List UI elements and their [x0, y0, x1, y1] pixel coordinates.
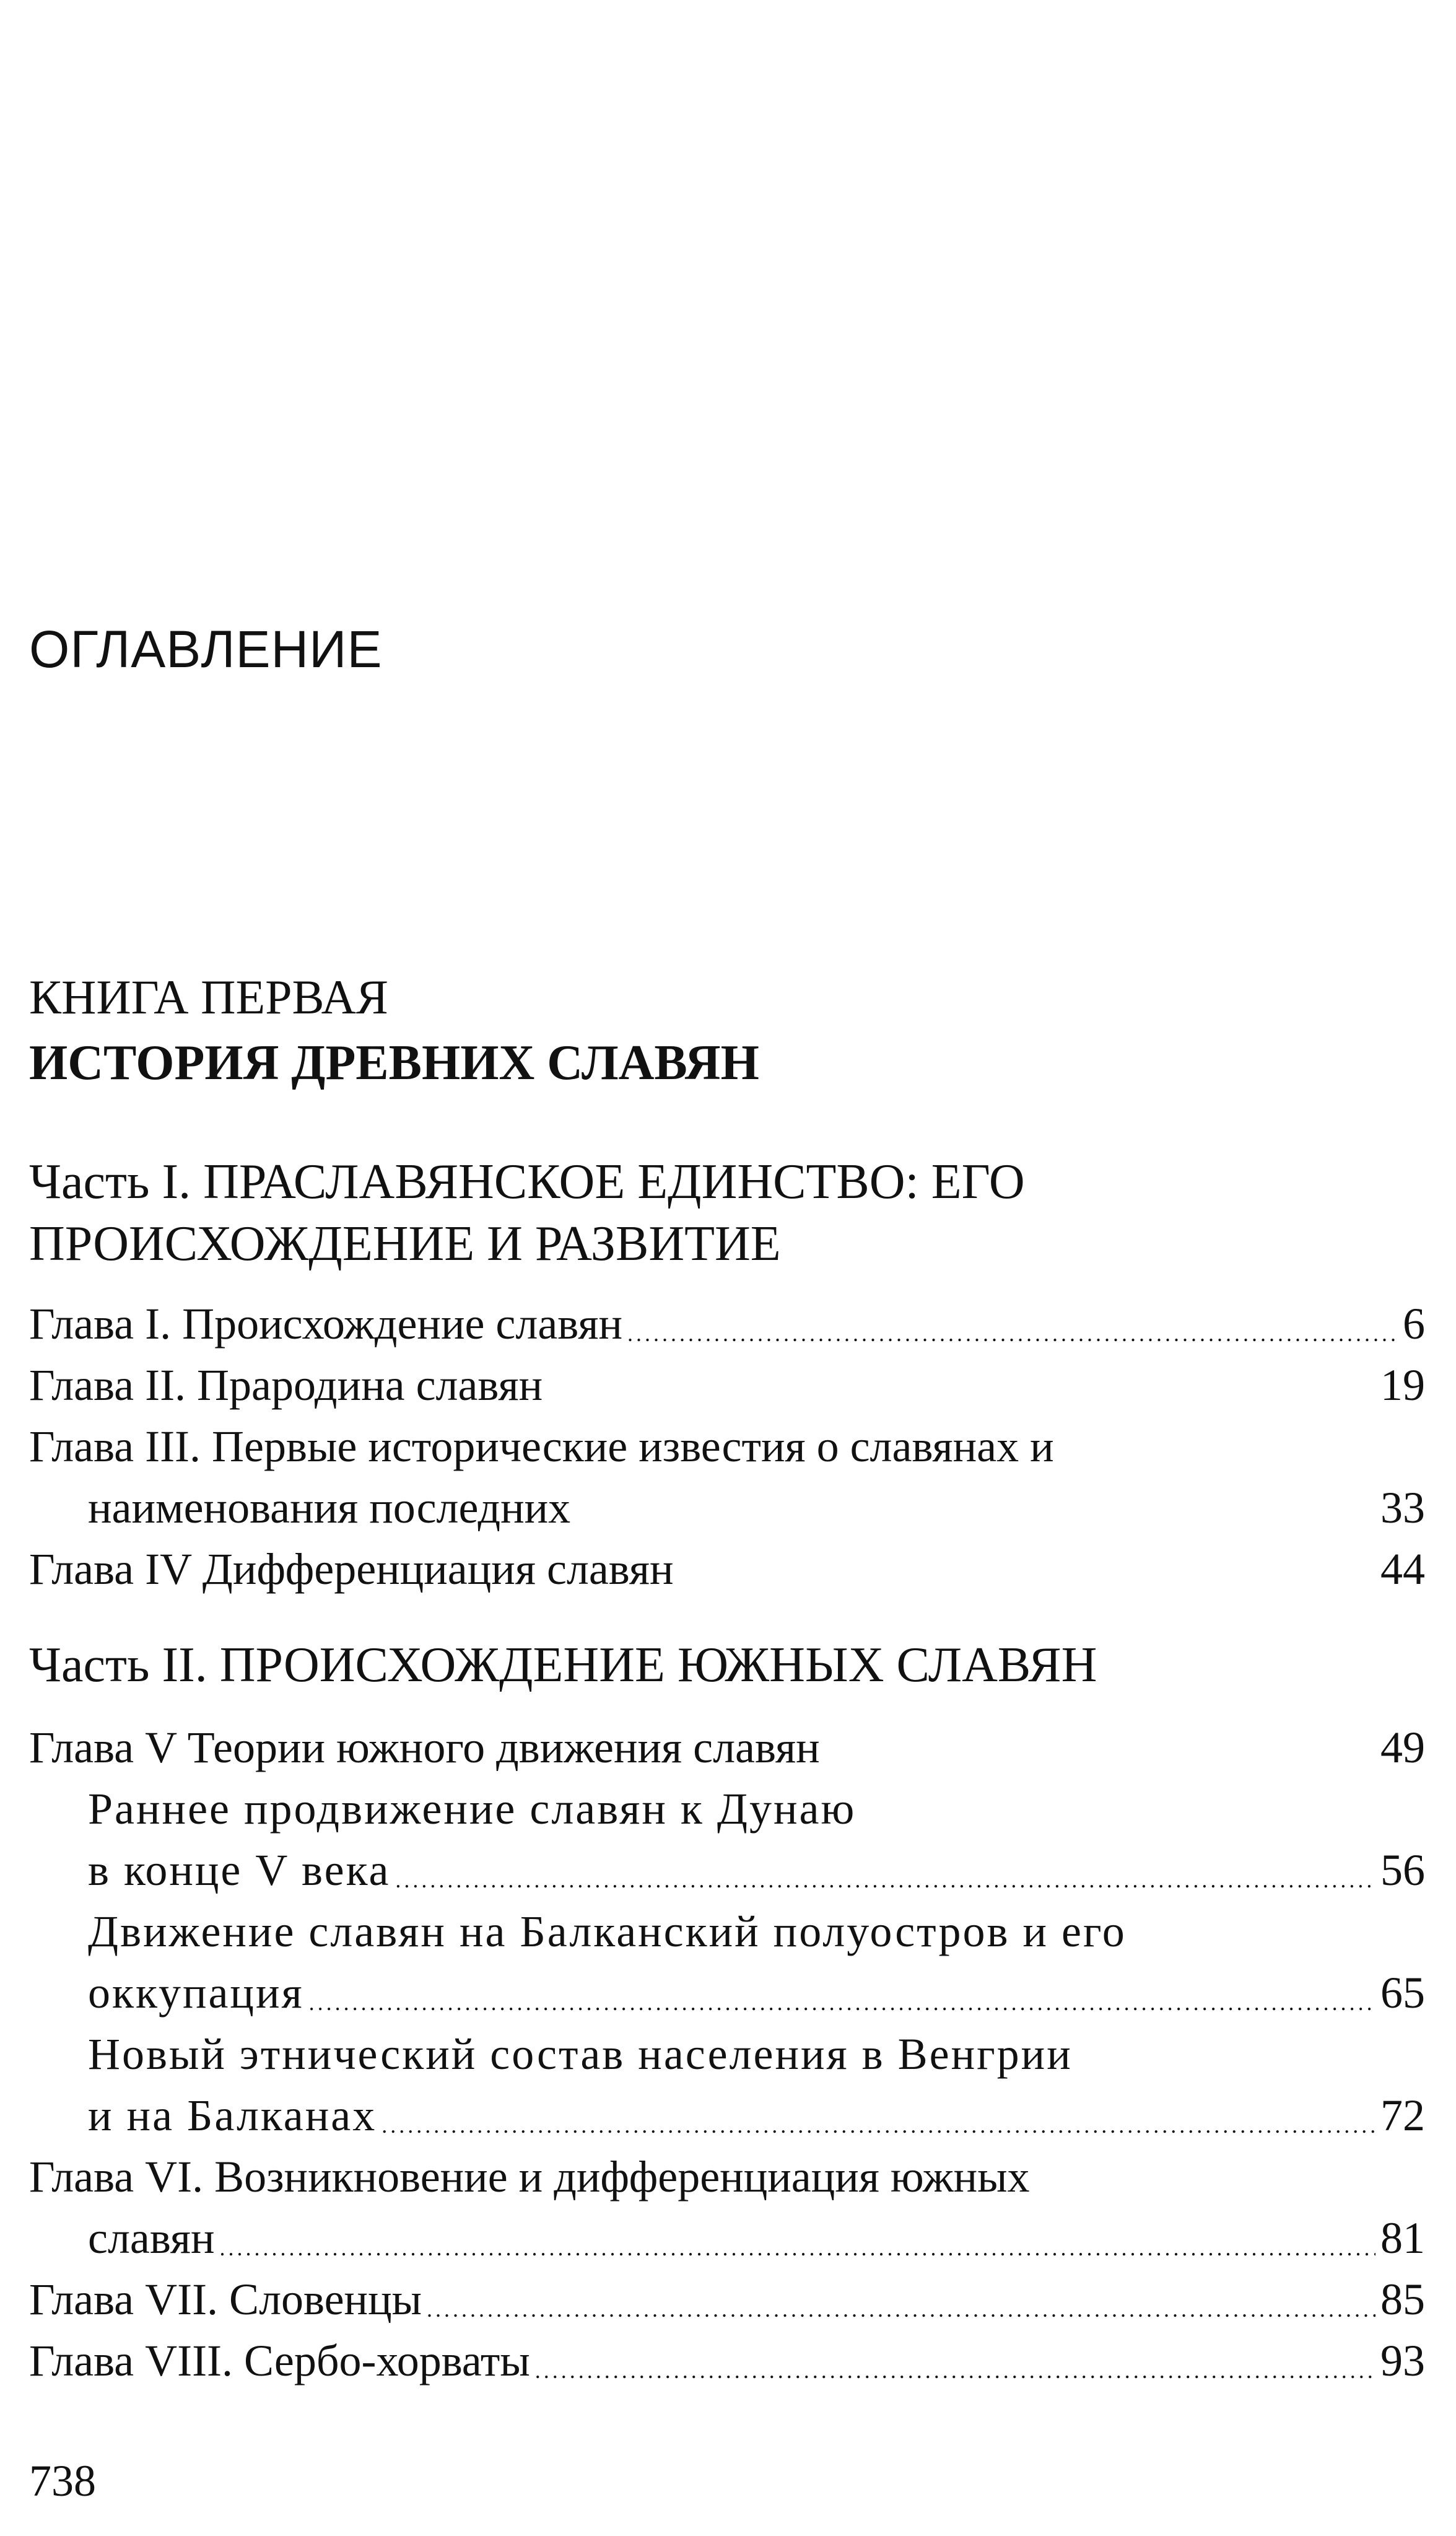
toc-entry-section-early-advance[interactable] [29, 1778, 1425, 1901]
dot-leader [309, 1973, 1375, 2018]
entry-title: Глава II. Прародина славян [29, 1360, 543, 1410]
entry-title-line-1: Глава III. Первые исторические известия о славянах и [29, 1422, 1054, 1471]
entry-title-line-1: Новый этнический состав населения в Венгрии [88, 2029, 1073, 2079]
dot-leader [427, 2280, 1375, 2324]
dot-leader [627, 1304, 1398, 1349]
entry-page: 33 [1380, 1483, 1425, 1533]
entry-page: 72 [1380, 2091, 1425, 2140]
page-number: 738 [29, 2456, 96, 2506]
entry-title-line-1: Движение славян на Балканский полуостров и его [88, 1907, 1127, 1956]
entry-title: Глава V Теории южного движения славян [29, 1723, 820, 1772]
part-2-title-line-1: Часть II. ПРОИСХОЖДЕНИЕ ЮЖНЫХ СЛАВЯН [29, 1638, 1097, 1692]
entry-title-line-1: Раннее продвижение славян к Дунаю [88, 1784, 857, 1834]
entry-page: 85 [1380, 2275, 1425, 2324]
toc-entry-chapter-8[interactable] [29, 2330, 1425, 2392]
toc-entry-chapter-5[interactable] [29, 1717, 1425, 1778]
entry-title: Глава VII. Словенцы [29, 2275, 422, 2324]
part-1-entries [29, 1293, 1425, 1600]
part-2-title [29, 1634, 1423, 1696]
toc-entry-chapter-4[interactable] [29, 1539, 1425, 1600]
entry-title-line-2: в конце V века [88, 1845, 391, 1895]
entry-page: 19 [1380, 1360, 1425, 1410]
entry-page: 6 [1403, 1299, 1425, 1349]
entry-title: Глава IV Дифференциация славян [29, 1544, 674, 1594]
entry-page: 93 [1380, 2336, 1425, 2385]
toc-entry-chapter-7[interactable] [29, 2269, 1425, 2330]
toc-entry-section-balkan-movement[interactable] [29, 1901, 1425, 2024]
entry-title: Глава VIII. Сербо-хорваты [29, 2336, 530, 2385]
entry-title-line-1: Глава VI. Возникновение и дифференциация южных [29, 2152, 1030, 2202]
part-1-title [29, 1151, 1423, 1275]
toc-entry-chapter-6[interactable] [29, 2146, 1425, 2269]
entry-title-line-2: наименования последних [88, 1483, 571, 1533]
entry-page: 56 [1380, 1845, 1425, 1895]
dot-leader [535, 2341, 1375, 2385]
dot-leader [395, 1850, 1375, 1895]
entry-title-line-2: и на Балканах [88, 2091, 377, 2140]
entry-title-line-2: оккупация [88, 1968, 304, 2018]
entry-title-line-2: славян [88, 2213, 215, 2263]
entry-page: 65 [1380, 1968, 1425, 2018]
book-title: ИСТОРИЯ ДРЕВНИХ СЛАВЯН [29, 1036, 759, 1090]
entry-page: 49 [1380, 1723, 1425, 1772]
part-2-entries [29, 1717, 1425, 2392]
dot-leader [220, 2218, 1375, 2263]
toc-entry-section-ethnic-composition[interactable] [29, 2024, 1425, 2146]
toc-entry-chapter-3[interactable] [29, 1416, 1425, 1539]
toc-entry-chapter-2[interactable] [29, 1355, 1425, 1416]
part-1-title-line-1: Часть I. ПРАСЛАВЯНСКОЕ ЕДИНСТВО: ЕГО [29, 1155, 1025, 1209]
entry-title: Глава I. Происхождение славян [29, 1299, 622, 1349]
entry-page: 44 [1380, 1544, 1425, 1594]
book-label: КНИГА ПЕРВАЯ [29, 970, 388, 1024]
part-1-title-line-2: ПРОИСХОЖДЕНИЕ И РАЗВИТИЕ [29, 1217, 781, 1271]
dot-leader [381, 2096, 1375, 2140]
entry-page: 81 [1380, 2213, 1425, 2263]
contents-heading: ОГЛАВЛЕНИЕ [29, 620, 383, 678]
toc-entry-chapter-1[interactable] [29, 1293, 1425, 1355]
